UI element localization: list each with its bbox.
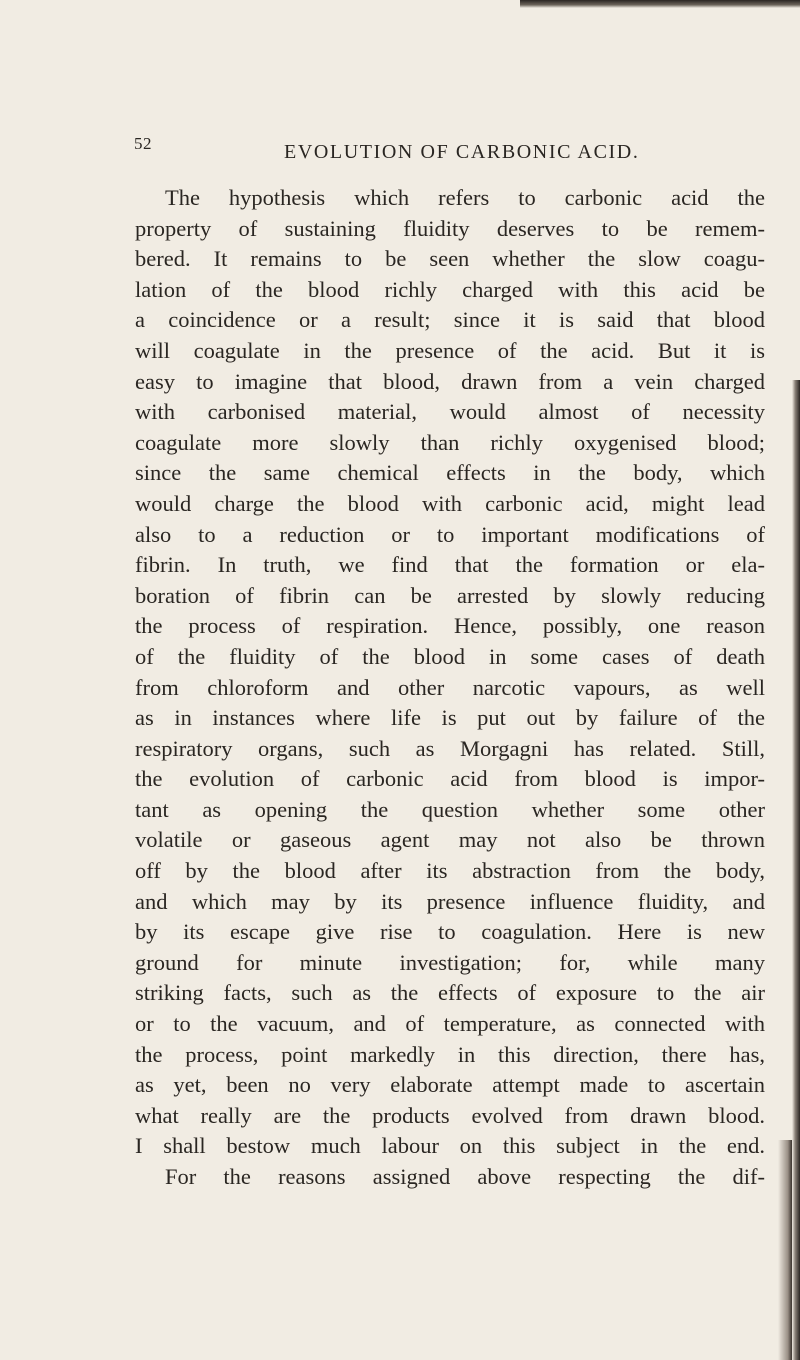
text-line: off by the blood after its abstraction from the body, bbox=[135, 858, 765, 884]
text-line: or to the vacuum, and of temperature, as connected with bbox=[135, 1011, 765, 1037]
text-line: also to a reduction or to important modifications of bbox=[135, 521, 765, 547]
text-line: The hypothesis which refers to carbonic acid the bbox=[165, 185, 765, 210]
scan-edge-top bbox=[520, 0, 800, 8]
text-line: will coagulate in the presence of the acid. But it is bbox=[135, 337, 765, 363]
text-line: the process, point markedly in this direction, there has, bbox=[135, 1041, 765, 1067]
text-line: lation of the blood richly charged with this acid be bbox=[135, 276, 765, 302]
text-line: easy to imagine that blood, drawn from a vein charged bbox=[135, 368, 765, 394]
text-line: and which may by its presence influence fluidity, and bbox=[135, 888, 765, 914]
text-line: of the fluidity of the blood in some cases of death bbox=[135, 643, 765, 669]
text-line: the evolution of carbonic acid from blood is impor- bbox=[135, 766, 765, 792]
text-line: striking facts, such as the effects of exposure to the air bbox=[135, 980, 765, 1006]
text-line: would charge the blood with carbonic acid, might lead bbox=[135, 490, 765, 516]
text-line: what really are the products evolved from drawn blood. bbox=[135, 1102, 765, 1128]
text-line: tant as opening the question whether some other bbox=[135, 796, 765, 822]
text-line: volatile or gaseous agent may not also be thrown bbox=[135, 827, 765, 853]
text-line: the process of respiration. Hence, possibly, one reason bbox=[135, 613, 765, 639]
text-line: with carbonised material, would almost of necessity bbox=[135, 399, 765, 425]
text-line: boration of fibrin can be arrested by slowly reducing bbox=[135, 582, 765, 608]
text-line: by its escape give rise to coagulation. Here is new bbox=[135, 919, 765, 945]
text-line: from chloroform and other narcotic vapours, as well bbox=[135, 674, 765, 700]
text-line: fibrin. In truth, we find that the formation or ela- bbox=[135, 552, 765, 578]
text-line: For the reasons assigned above respecting the dif- bbox=[165, 1164, 765, 1189]
page-number: 52 bbox=[134, 134, 152, 153]
running-head: EVOLUTION OF CARBONIC ACID. bbox=[284, 141, 640, 163]
text-line: since the same chemical effects in the body, which bbox=[135, 460, 765, 486]
text-line: coagulate more slowly than richly oxygenised blood; bbox=[135, 429, 765, 455]
text-line: as in instances where life is put out by failure of the bbox=[135, 705, 765, 731]
text-line: respiratory organs, such as Morgagni has related. Still, bbox=[135, 735, 765, 761]
scan-edge-right-lower bbox=[778, 1140, 792, 1360]
text-line: I shall bestow much labour on this subject in the end. bbox=[135, 1133, 765, 1159]
text-line: ground for minute investigation; for, while many bbox=[135, 949, 765, 975]
text-line: as yet, been no very elaborate attempt made to ascertain bbox=[135, 1072, 765, 1098]
body-text bbox=[135, 183, 765, 1193]
text-line: property of sustaining fluidity deserves to be remem- bbox=[135, 215, 765, 241]
scan-edge-right bbox=[792, 380, 800, 1360]
text-line: bered. It remains to be seen whether the slow coagu- bbox=[135, 246, 765, 272]
text-line: a coincidence or a result; since it is said that blood bbox=[135, 307, 765, 333]
